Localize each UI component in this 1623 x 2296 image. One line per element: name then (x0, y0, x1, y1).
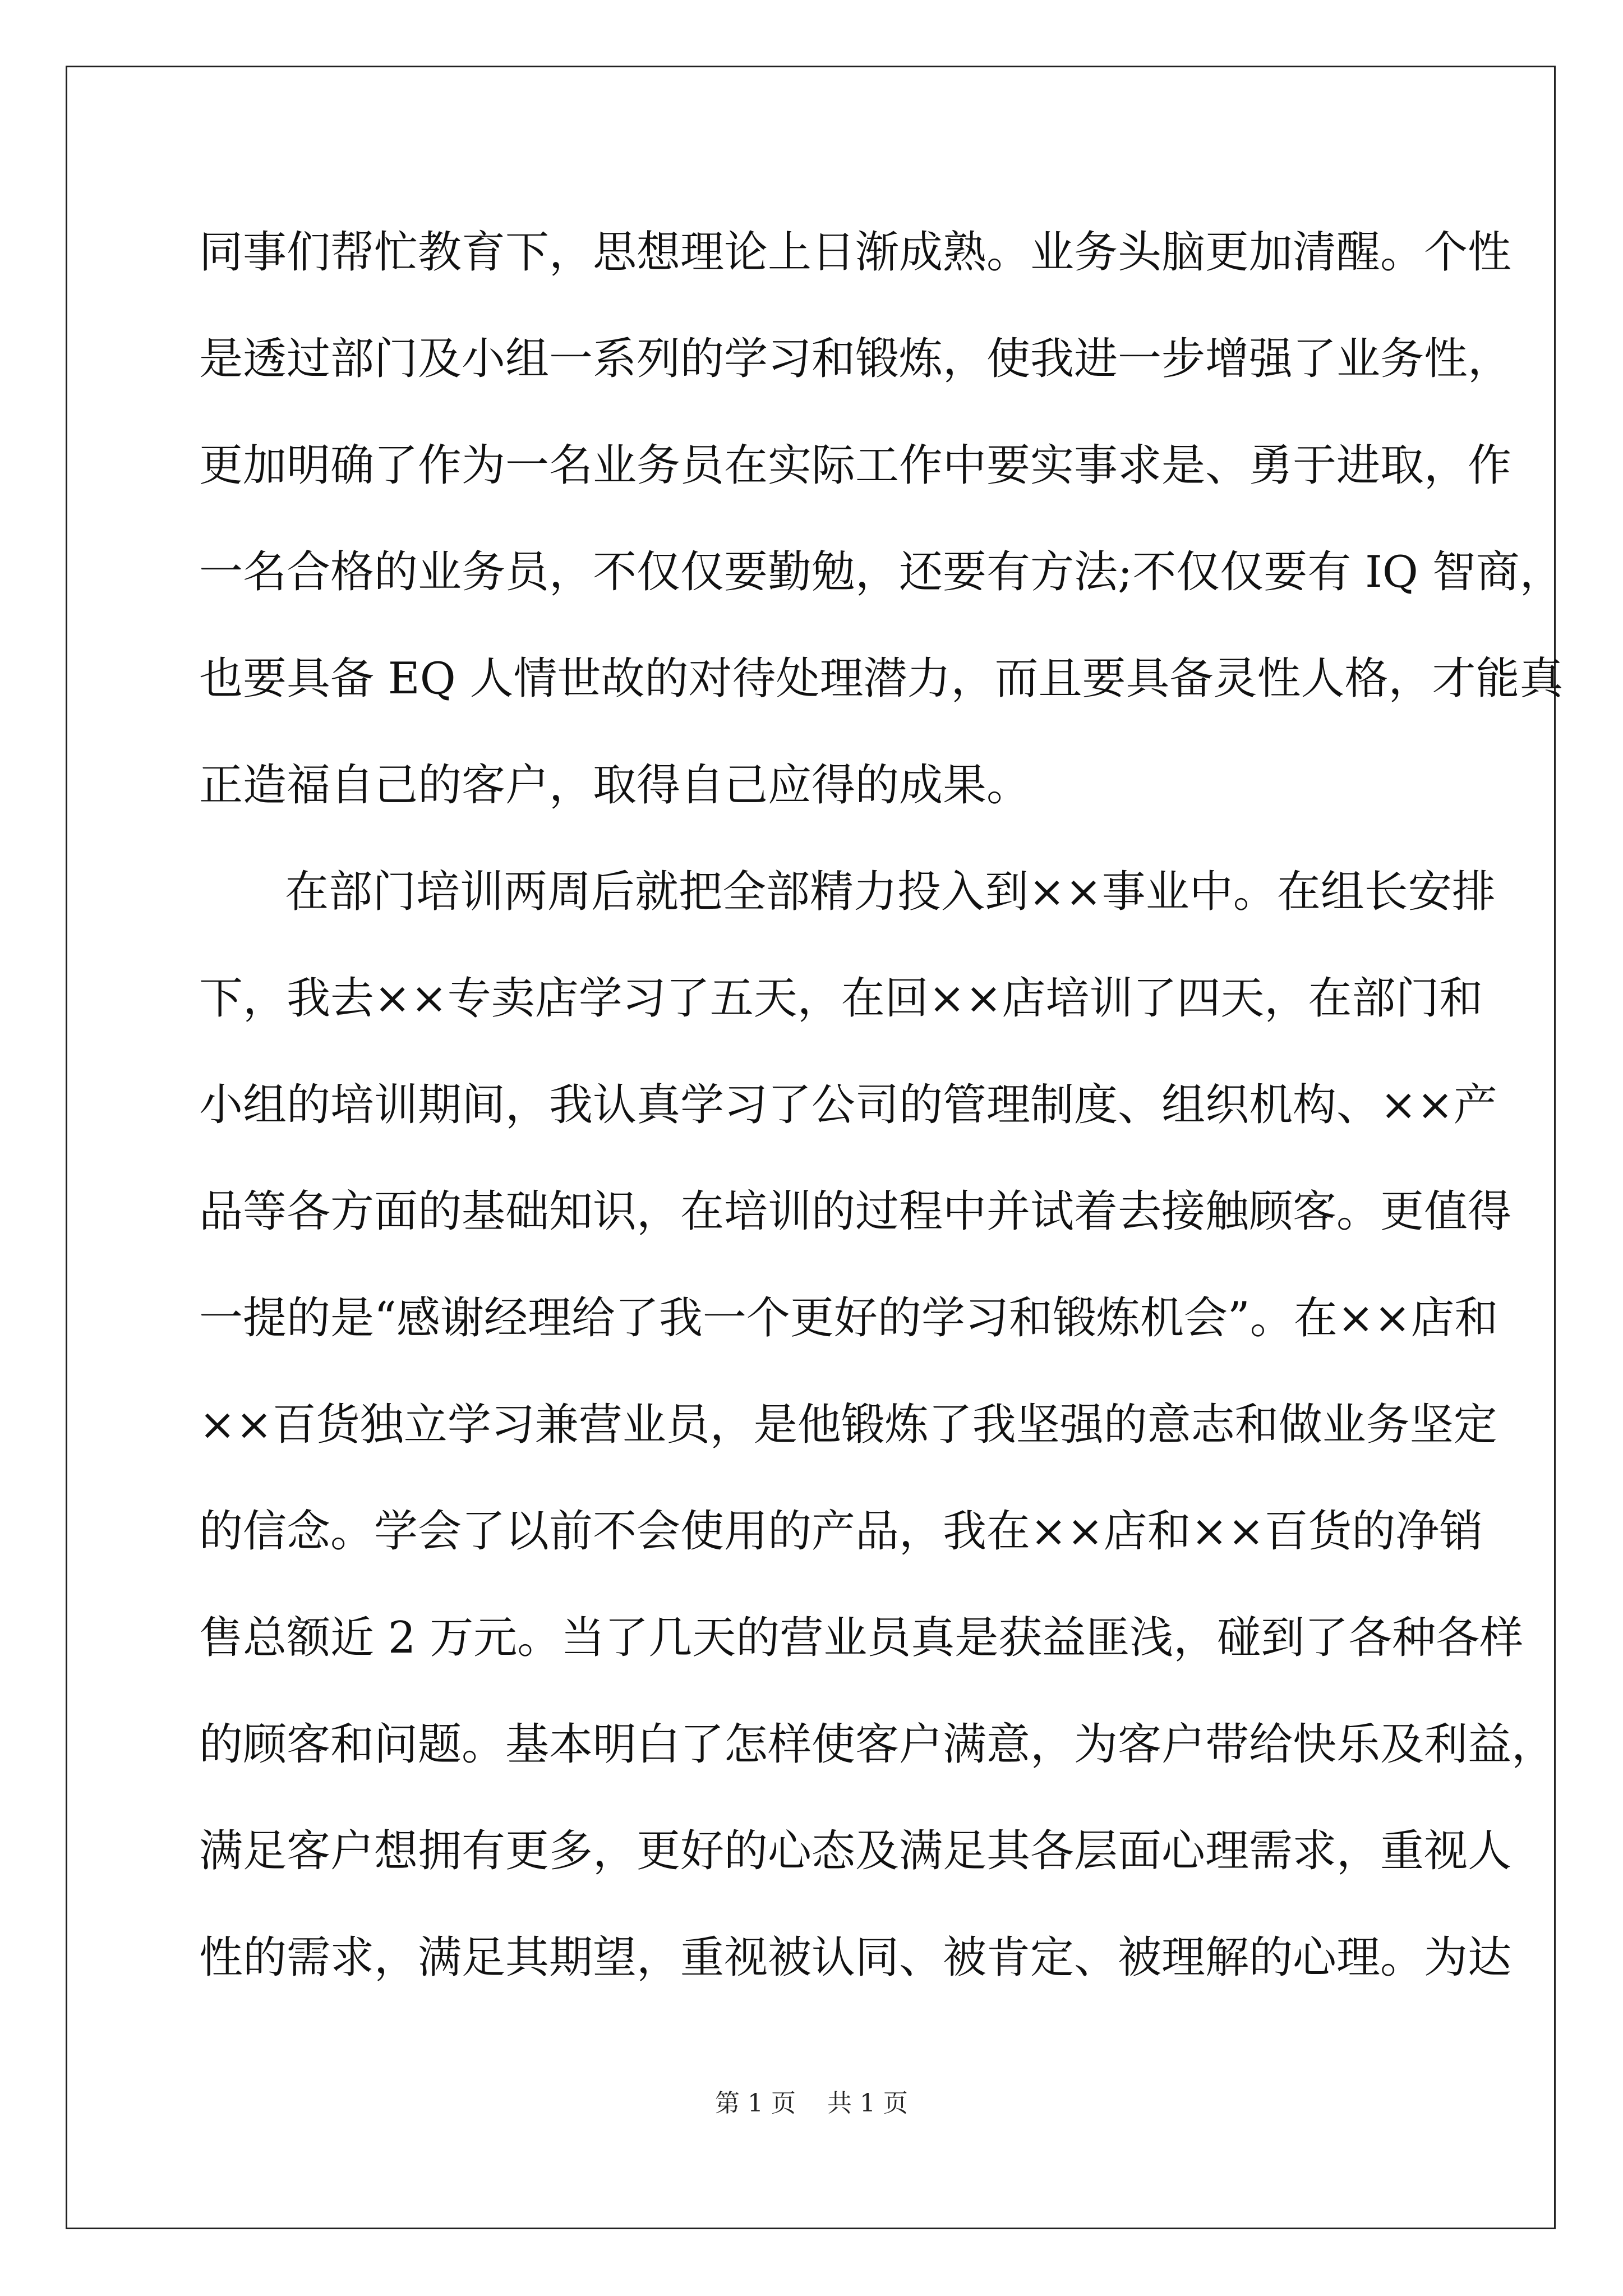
text-line: 售总额近 2 万元。当了几天的营业员真是获益匪浅，碰到了各种各样 (199, 1613, 1524, 1663)
text-line: 小组的培训期间，我认真学习了公司的管理制度、组织机构、××产 (199, 1080, 1497, 1130)
text-line: 品等各方面的基础知识，在培训的过程中并试着去接触顾客。更值得 (199, 1186, 1512, 1237)
text-line: 性的需求，满足其期望，重视被认同、被肯定、被理解的心理。为达 (199, 1932, 1512, 1983)
text-line: 也要具备 EQ 人情世故的对待处理潜力，而且要具备灵性人格，才能真 (199, 654, 1564, 704)
text-line: ××百货独立学习兼营业员，是他锻炼了我坚强的意志和做业务坚定 (199, 1400, 1497, 1450)
page-footer (0, 2087, 1623, 2120)
text-line: 下，我去××专卖店学习了五天，在回××店培训了四天，在部门和 (199, 973, 1483, 1024)
text-line: 是透过部门及小组一系列的学习和锻炼，使我进一步增强了业务性， (199, 334, 1512, 384)
text-line: 一名合格的业务员，不仅仅要勤勉，还要有方法;不仅仅要有 IQ 智商， (199, 547, 1564, 597)
text-line: 的信念。学会了以前不会使用的产品，我在××店和××百货的净销 (199, 1506, 1483, 1557)
text-line: 在部门培训两周后就把全部精力投入到××事业中。在组长安排 (285, 867, 1496, 917)
text-line: 满足客户想拥有更多，更好的心态及满足其各层面心理需求，重视人 (199, 1826, 1512, 1876)
text-line: 一提的是“感谢经理给了我一个更好的学习和锻炼机会”。在××店和 (199, 1293, 1498, 1343)
text-line: 正造福自己的客户，取得自己应得的成果。 (199, 760, 1031, 811)
text-line: 的顾客和问题。基本明白了怎样使客户满意，为客户带给快乐及利益， (199, 1719, 1556, 1770)
page-border (66, 66, 1564, 2229)
text-line: 同事们帮忙教育下，思想理论上日渐成熟。业务头脑更加清醒。个性 (199, 227, 1512, 278)
text-line: 更加明确了作为一名业务员在实际工作中要实事求是、勇于进取，作 (199, 440, 1512, 491)
page-number: 第 1 页 共 1 页 (715, 2089, 908, 2118)
